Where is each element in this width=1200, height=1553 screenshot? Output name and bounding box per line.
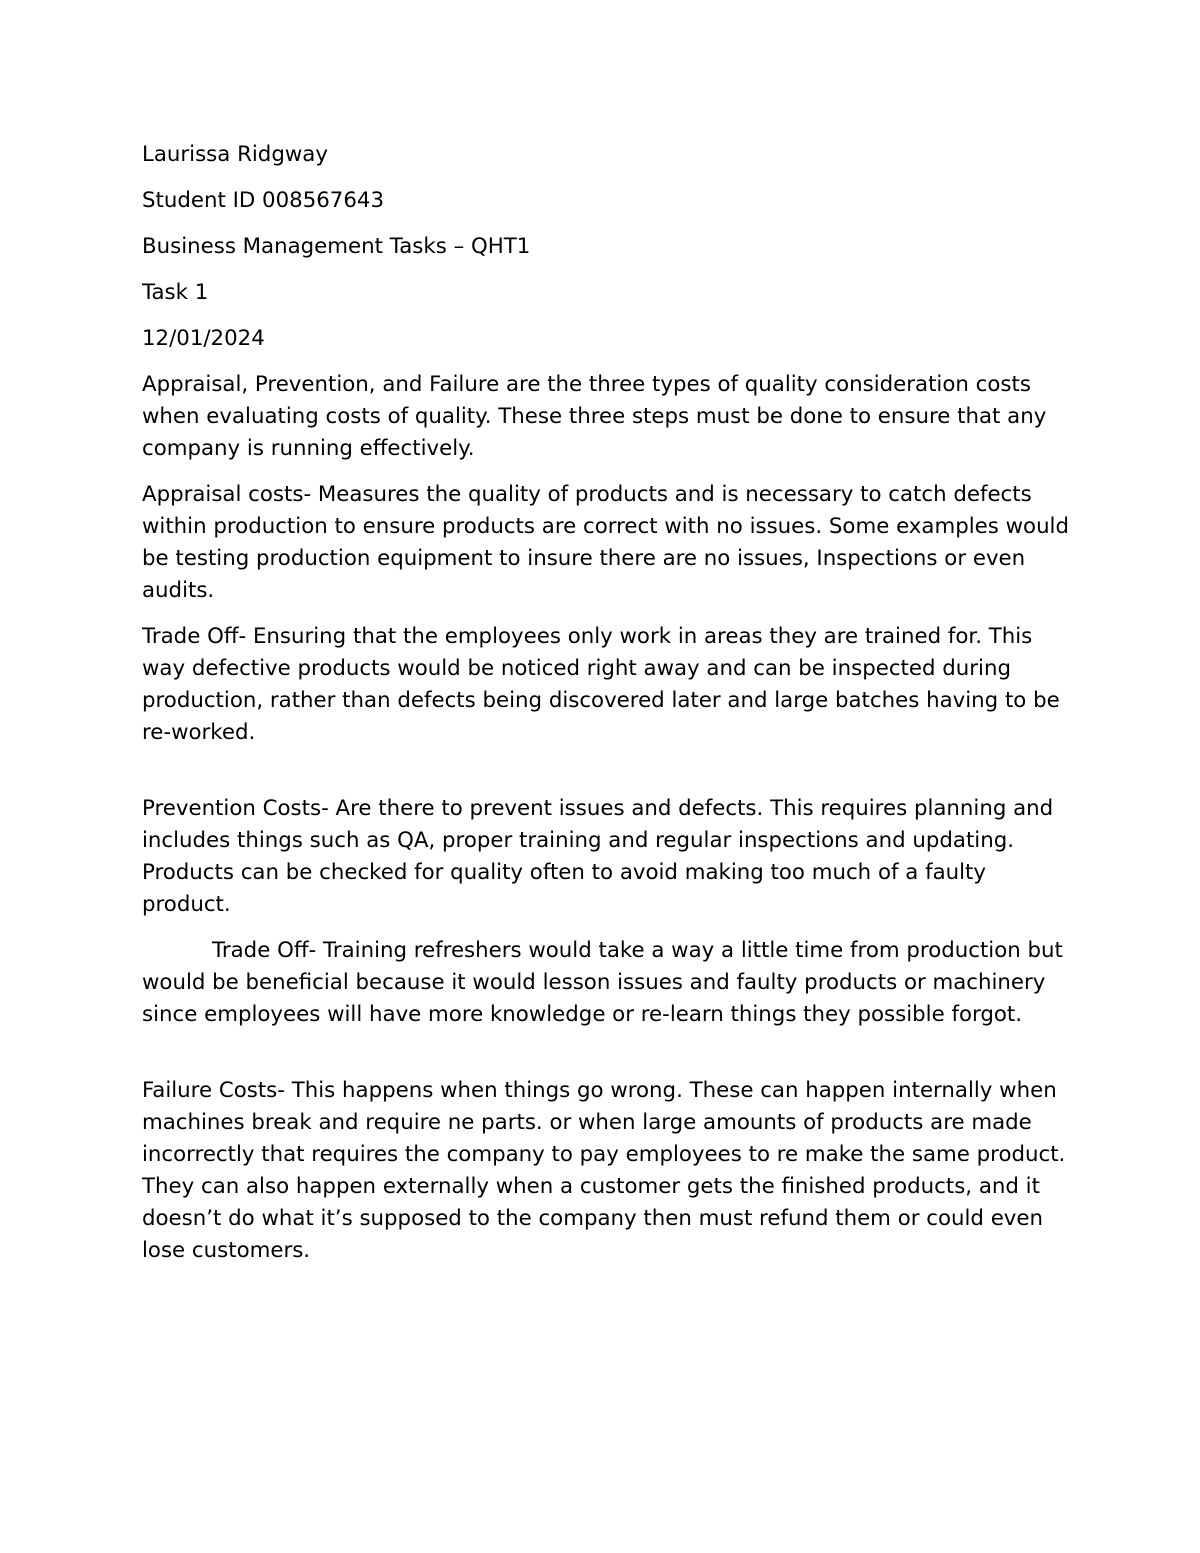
course-title: Business Management Tasks – QHT1 [142,234,531,259]
prevention-paragraph: Prevention Costs- Are there to prevent issues and defects. This requires planning and includes things such as QA, proper training and regular inspections and updating. Products can be checked for quality often to avoid making too much of a faulty product. [142,796,1054,917]
document-body [142,139,1072,1281]
intro-paragraph: Appraisal, Prevention, and Failure are the three types of quality consideration costs when evaluating costs of quality. These three steps must be done to ensure that any company is running effectively. [142,372,1047,461]
author-name: Laurissa Ridgway [142,142,328,167]
appraisal-tradeoff-paragraph: Trade Off- Ensuring that the employees only work in areas they are trained for. This way defective products would be noticed right away and can be inspected during production, rather than defects being discovered later and large batches having to be re-worked. [142,624,1060,745]
failure-paragraph: Failure Costs- This happens when things go wrong. These can happen internally when machines break and require ne parts. or when large amounts of products are made incorrectly that requires the company to pay employees to re make the same product. They can also happen externally when a customer gets the finished products, and it doesn’t do what it’s supposed to the company then must refund them or could even lose customers. [142,1078,1066,1263]
appraisal-paragraph: Appraisal costs- Measures the quality of products and is necessary to catch defects within production to ensure products are correct with no issues. Some examples would be testing production equipment to insure there are no issues, Inspections or even audits. [142,482,1069,603]
task-label: Task 1 [142,280,209,305]
student-id: Student ID 008567643 [142,188,385,213]
prevention-tradeoff-paragraph: Trade Off- Training refreshers would take a way a little time from production but would be beneficial because it would lesson issues and faulty products or machinery since employees will have more knowledge or re-learn things they possible forgot. [142,938,1063,1027]
document-date: 12/01/2024 [142,326,265,351]
